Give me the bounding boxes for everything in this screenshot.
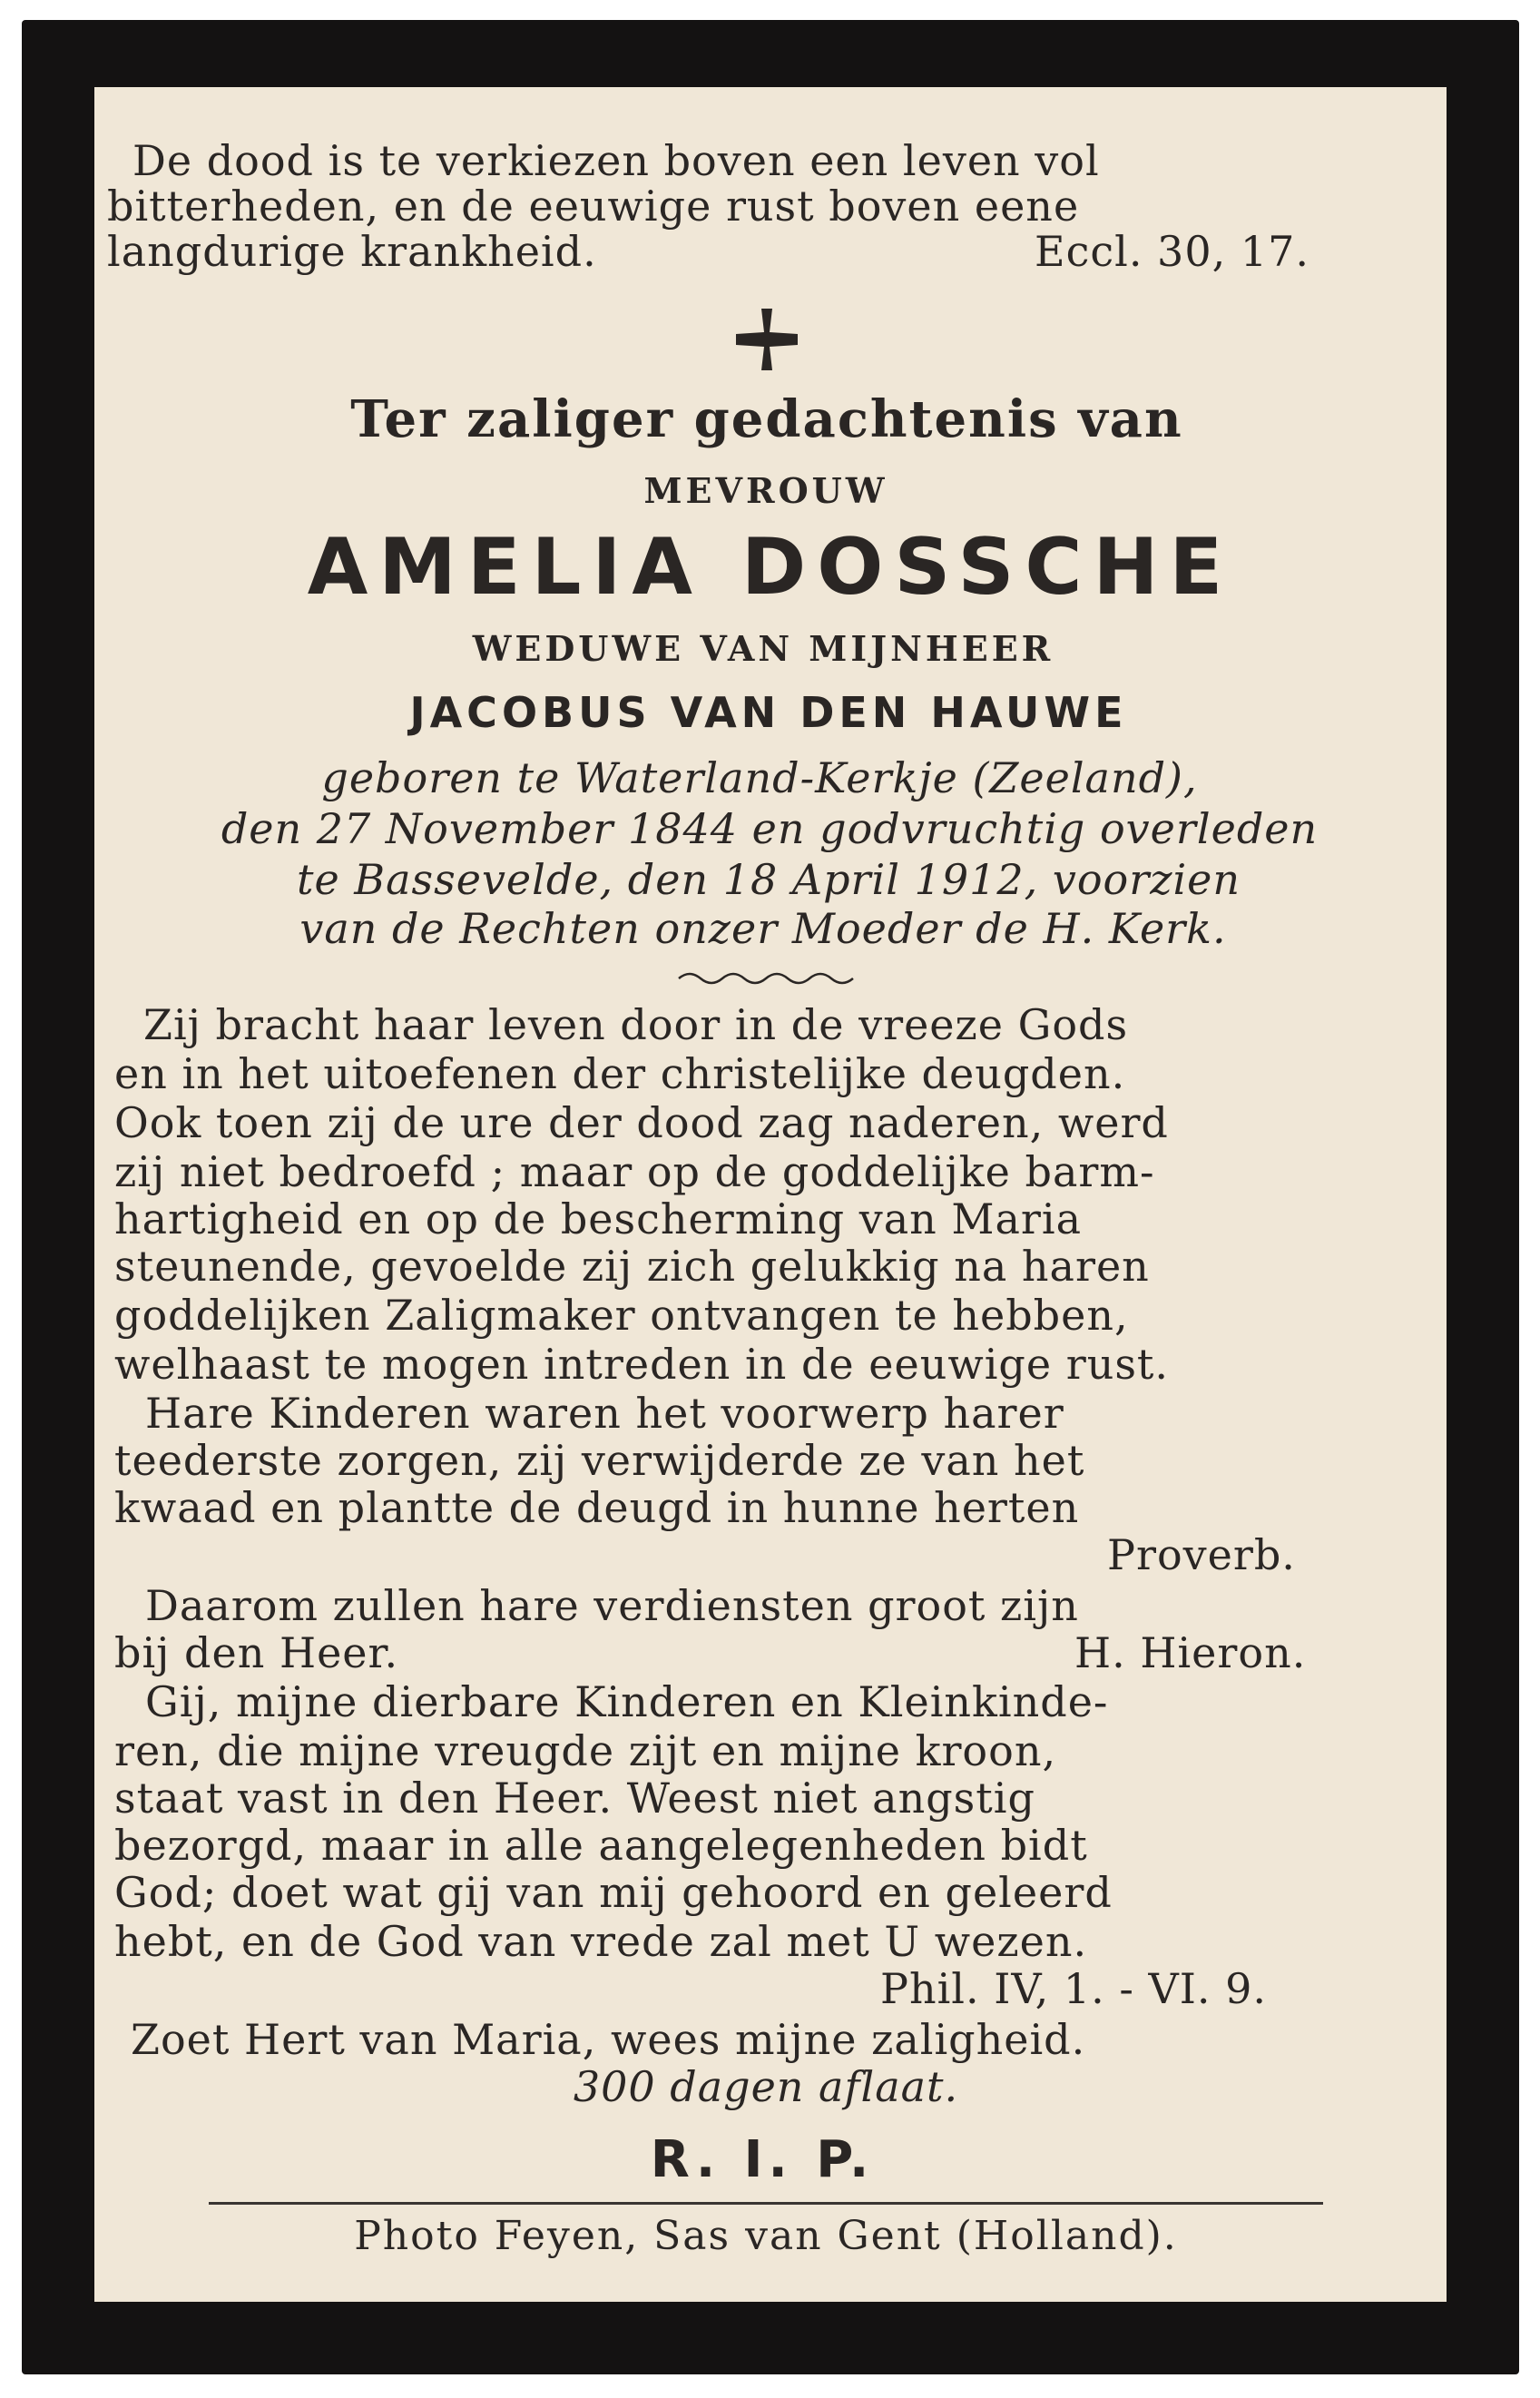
husband-name: JACOBUS VAN DEN HAUWE	[409, 688, 1128, 737]
paragraph1-line-3: Ook toen zij de ure der dood zag naderen, werd	[114, 1098, 1169, 1147]
cross-pattee-icon	[732, 305, 801, 374]
paragraph1-line-6: steunende, gevoelde zij zich gelukkig na haren	[114, 1242, 1150, 1291]
paragraph3-line-2: bij den Heer.	[114, 1628, 399, 1677]
paragraph1-line-8: welhaast te mogen intreden in de eeuwige rust.	[114, 1340, 1170, 1389]
paragraph3-line-1: Daarom zullen hare verdiensten groot zijn	[145, 1581, 1079, 1630]
paragraph3-reference: H. Hieron.	[1074, 1628, 1307, 1677]
wavy-divider-icon	[675, 966, 857, 988]
paragraph2-reference: Proverb.	[1107, 1530, 1296, 1579]
indulgence-note: 300 dagen aflaat.	[573, 2062, 959, 2111]
paragraph4-line-6: hebt, en de God van vrede zal met U wezen.	[114, 1917, 1088, 1966]
honorific: MEVROUW	[643, 470, 888, 511]
memorial-heading: Ter zaliger gedachtenis van	[350, 389, 1183, 449]
paragraph4-line-4: bezorgd, maar in alle aangelegenheden bidt	[114, 1821, 1088, 1870]
birth-death-line-2: den 27 November 1844 en godvruchtig overleden	[221, 804, 1319, 853]
memorial-card	[94, 87, 1447, 2302]
paragraph1-line-1: Zij bracht haar leven door in de vreeze Gods	[143, 1000, 1129, 1049]
paragraph1-line-2: en in het uitoefenen der christelijke deugden.	[114, 1049, 1126, 1098]
birth-death-line-4: van de Rechten onzer Moeder de H. Kerk.	[299, 904, 1227, 953]
quote-line-2: bitterheden, en de eeuwige rust boven eene	[107, 182, 1080, 231]
rip-text: R. I. P.	[650, 2130, 875, 2189]
paragraph4-reference: Phil. IV, 1. - VI. 9.	[880, 1964, 1268, 2013]
birth-death-line-1: geboren te Waterland-Kerkje (Zeeland),	[321, 753, 1198, 802]
photographer-credit: Photo Feyen, Sas van Gent (Holland).	[354, 2213, 1178, 2259]
paragraph1-line-7: goddelijken Zaligmaker ontvangen te hebben,	[114, 1291, 1129, 1340]
quote-line-3: langdurige krankheid.	[107, 227, 597, 276]
paragraph4-line-1: Gij, mijne dierbare Kinderen en Kleinkinde-	[145, 1677, 1109, 1726]
quote-line-1: De dood is te verkiezen boven een leven vol	[132, 136, 1100, 185]
prayer-line: Zoet Hert van Maria, wees mijne zaligheid.	[131, 2015, 1086, 2064]
relation-label: WEDUWE VAN MIJNHEER	[472, 628, 1054, 669]
paragraph2-line-1: Hare Kinderen waren het voorwerp harer	[145, 1389, 1064, 1438]
paragraph4-line-2: ren, die mijne vreugde zijt en mijne kroon,	[114, 1726, 1057, 1775]
quote-reference: Eccl. 30, 17.	[1035, 227, 1309, 276]
paragraph2-line-2: teederste zorgen, zij verwijderde ze van het	[114, 1436, 1085, 1485]
paragraph2-line-3: kwaad en plantte de deugd in hunne herten	[114, 1483, 1080, 1532]
paragraph1-line-4: zij niet bedroefd ; maar op de goddelijke barm-	[114, 1147, 1155, 1196]
paragraph1-line-5: hartigheid en op de bescherming van Maria	[114, 1194, 1083, 1243]
paragraph4-line-3: staat vast in den Heer. Weest niet angstig	[114, 1774, 1035, 1823]
footer-rule	[209, 2202, 1323, 2205]
paragraph4-line-5: God; doet wat gij van mij gehoord en geleerd	[114, 1868, 1113, 1917]
birth-death-line-3: te Bassevelde, den 18 April 1912, voorzien	[296, 855, 1241, 904]
deceased-name: AMELIA DOSSCHE	[307, 522, 1234, 613]
